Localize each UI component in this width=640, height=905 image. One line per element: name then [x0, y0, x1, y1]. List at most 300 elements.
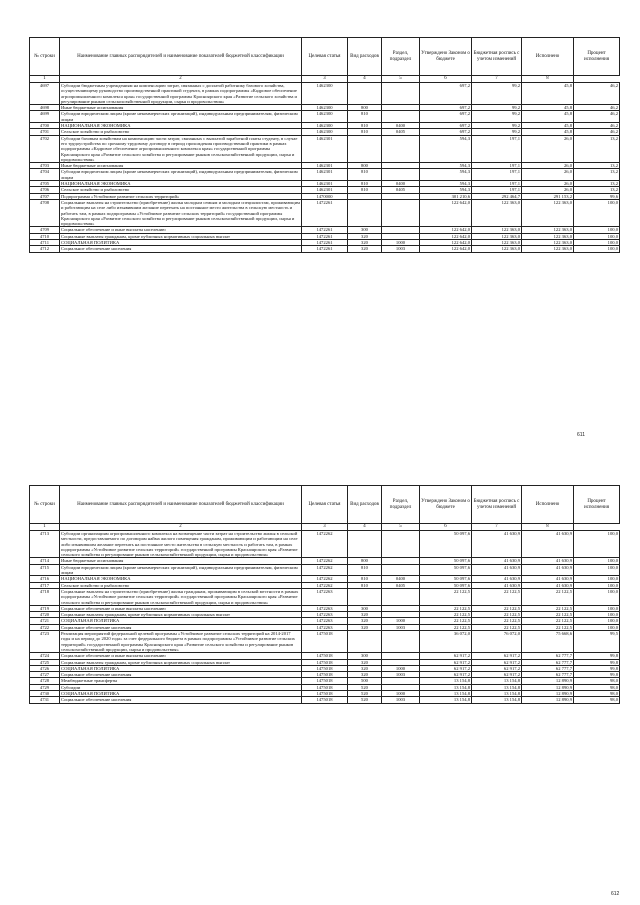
percent-value: 100,0: [574, 588, 620, 605]
col-pct-header: Процент исполнения: [574, 486, 620, 524]
budget-value: 99,2: [472, 111, 522, 123]
table-row: [30, 564, 620, 576]
section-code: [382, 588, 420, 605]
percent-value: 13,2: [574, 135, 620, 162]
percent-value: 98,0: [574, 684, 620, 690]
budget-value: 41 630,9: [472, 582, 522, 588]
col-number-label: 7: [472, 76, 522, 83]
table-row: [30, 697, 620, 703]
approved-value: 50 097,6: [420, 576, 472, 582]
row-name: НАЦИОНАЛЬНАЯ ЭКОНОМИКА: [60, 123, 302, 129]
section-code: 1003: [382, 672, 420, 678]
percent-value: 46,2: [574, 105, 620, 111]
done-value: 45,8: [522, 123, 574, 129]
row-name: Подпрограмма «Устойчивое развитие сельских территорий»: [60, 193, 302, 199]
budget-value: 122 363,0: [472, 246, 522, 252]
expense-type: 800: [348, 163, 382, 169]
target-code: 1462300: [302, 129, 348, 135]
expense-type: 320: [348, 618, 382, 624]
row-name: Сельское хозяйство и рыболовство: [60, 582, 302, 588]
row-name: Социальные выплаты на строительство (приобретение) жилья молодым семьям и молодым специалистам, проживающим и работающим на селе либо изъявившим желание переехать на постоянное место жительства в сельскую местность и работать там, в рамках подпрограммы «Устойчивое развитие сельских территорий» государственной программы Красноярского края «Развитие сельского хозяйства и регулирование рынков сельскохозяйственной продукции, сырья и продовольствия»: [61, 199, 300, 227]
budget-value: 122 363,0: [472, 233, 522, 239]
expense-type: 320: [348, 246, 382, 252]
target-code: 1462300: [302, 83, 348, 105]
target-code: 1472263: [302, 605, 348, 611]
budget-value: 99,2: [472, 123, 522, 129]
col-number-label: 7: [472, 524, 522, 531]
expense-type: 320: [348, 612, 382, 618]
row-number: 4698: [30, 105, 60, 111]
row-number: 4729: [30, 684, 60, 690]
expense-type: [348, 631, 382, 653]
approved-value: 50 097,6: [420, 564, 472, 576]
done-value: 41 630,9: [522, 576, 574, 582]
row-name: Социальное обеспечение и иные выплаты населению: [60, 605, 302, 611]
target-code: 1472263: [302, 588, 348, 605]
approved-value: 50 097,6: [420, 531, 472, 558]
approved-value: 50 097,6: [420, 558, 472, 564]
target-code: 1475018: [302, 665, 348, 671]
col-pct-header: Процент исполнения: [574, 38, 620, 76]
done-value: 22 122,5: [522, 612, 574, 618]
done-value: 26,0: [522, 163, 574, 169]
approved-value: 594,3: [420, 163, 472, 169]
budget-value: 197,1: [472, 187, 522, 193]
page-611: [29, 37, 619, 438]
approved-value: 13 154,8: [420, 684, 472, 690]
target-code: 1475018: [302, 697, 348, 703]
expense-type: 810: [348, 129, 382, 135]
budget-value: 122 363,0: [472, 240, 522, 246]
budget-value: 62 917,2: [472, 665, 522, 671]
section-code: 1000: [382, 618, 420, 624]
budget-value: 197,1: [472, 181, 522, 187]
budget-value: 22 122,5: [472, 624, 522, 630]
done-value: 45,8: [522, 105, 574, 111]
done-value: 62 777,7: [522, 672, 574, 678]
table-row: [30, 135, 620, 162]
done-value: 26,0: [522, 169, 574, 181]
row-number: 4709: [30, 227, 60, 233]
row-name: Социальное обеспечение населения: [60, 246, 302, 252]
expense-type: [348, 588, 382, 605]
done-value: 22 122,5: [522, 588, 574, 605]
approved-value: 122 642,0: [420, 240, 472, 246]
col-number-label: 1: [30, 524, 60, 531]
col-type-header: Вид расходов: [348, 38, 382, 76]
budget-value: 41 630,9: [472, 564, 522, 576]
expense-type: 320: [348, 665, 382, 671]
done-value: 41 630,9: [522, 531, 574, 558]
col-number-label: 4: [348, 76, 382, 83]
budget-value: 13 154,8: [472, 684, 522, 690]
expense-type: 810: [348, 123, 382, 129]
col-number-label: 8: [522, 76, 574, 83]
row-number: 4720: [30, 612, 60, 618]
approved-value: 22 122,5: [420, 605, 472, 611]
col-number-label: 6: [420, 524, 472, 531]
col-number-label: 6: [420, 76, 472, 83]
done-value: 122 363,0: [522, 227, 574, 233]
target-code: 1475018: [302, 653, 348, 659]
row-number: 4724: [30, 653, 60, 659]
approved-value: 122 642,0: [420, 199, 472, 226]
expense-type: [348, 135, 382, 162]
expense-type: 810: [348, 111, 382, 123]
table-row: [30, 83, 620, 105]
expense-type: 320: [348, 624, 382, 630]
target-code: 1462301: [302, 163, 348, 169]
col-approved-header: Утверждено Законом о бюджете: [420, 486, 472, 524]
table-row: [30, 169, 620, 181]
row-number: 4714: [30, 558, 60, 564]
percent-value: 100,0: [574, 199, 620, 226]
expense-type: 300: [348, 605, 382, 611]
target-code: 1462300: [302, 105, 348, 111]
col-name-header: Наименование главных распорядителей и наименование показателей бюджетной классификации: [60, 486, 302, 524]
approved-value: 122 642,0: [420, 246, 472, 252]
row-name: НАЦИОНАЛЬНАЯ ЭКОНОМИКА: [60, 181, 302, 187]
approved-value: 22 122,5: [420, 612, 472, 618]
approved-value: 22 122,5: [420, 624, 472, 630]
approved-value: 594,3: [420, 135, 472, 162]
row-name: Социальные выплаты гражданам, кроме публичных нормативных социальных выплат: [60, 233, 302, 239]
row-number: 4701: [30, 129, 60, 135]
table-header: [30, 486, 620, 524]
done-value: 122 363,0: [522, 199, 574, 226]
budget-value: 41 630,9: [472, 576, 522, 582]
row-number: 4697: [30, 83, 60, 105]
approved-value: 50 097,6: [420, 582, 472, 588]
table-row: [30, 588, 620, 605]
expense-type: 810: [348, 564, 382, 576]
row-number: 4731: [30, 697, 60, 703]
col-number-label: 1: [30, 76, 60, 83]
budget-value: 22 122,5: [472, 618, 522, 624]
row-name: Иные бюджетные ассигнования: [60, 558, 302, 564]
row-name: Сельское хозяйство и рыболовство: [60, 129, 302, 135]
target-code: 1472261: [302, 240, 348, 246]
table-row: [30, 531, 620, 558]
done-value: 122 363,0: [522, 240, 574, 246]
percent-value: 100,0: [574, 233, 620, 239]
percent-value: 100,0: [574, 582, 620, 588]
done-value: 41 630,9: [522, 582, 574, 588]
percent-value: 46,2: [574, 83, 620, 105]
done-value: 62 777,7: [522, 665, 574, 671]
row-name: Социальные выплаты на строительство (приобретение) жилья гражданам, проживающим в сельской местности в рамках подпрограммы «Устойчивое развитие сельских территорий» государственной программы Красноярского края «Развитие сельского хозяйства и регулирование рынков сельскохозяйственной продукции, сырья и продовольствия»: [60, 588, 302, 605]
section-code: 1000: [382, 240, 420, 246]
table-row: [30, 631, 620, 653]
section-code: [382, 83, 420, 105]
col-approved-header: Утверждено Законом о бюджете: [420, 38, 472, 76]
row-number: 4710: [30, 233, 60, 239]
target-code: 1475018: [302, 631, 348, 653]
target-code: 1462301: [302, 181, 348, 187]
col-target-header: Целевая статья: [302, 486, 348, 524]
done-value: 12 890,9: [522, 697, 574, 703]
row-name: Субсидии организациям агропромышленного комплекса на возмещение части затрат на строительство жилья в сельской местности, предоставляемого по договорам найма жилого помещения гражданам, проживающим и работающим на селе либо изъявившим желание переехать на постоянное место жительства в сельскую местность и работать там, в рамках подпрограммы «Устойчивое развитие сельских территорий» государственной программы Красноярского края «Развитие сельского хозяйства и регулирование рынков сельскохозяйственной продукции, сырья и продовольствия»: [60, 531, 302, 558]
col-name-header: Наименование главных распорядителей и наименование показателей бюджетной классификации: [60, 38, 302, 76]
target-code: 1470000: [302, 193, 348, 199]
target-code: 1472262: [302, 582, 348, 588]
budget-value: 13 154,8: [472, 697, 522, 703]
percent-value: 100,0: [574, 240, 620, 246]
row-name: Социальные выплаты гражданам, кроме публичных нормативных социальных выплат: [60, 659, 302, 665]
table-row: [30, 246, 620, 252]
done-value: 26,0: [522, 187, 574, 193]
col-budget-header: Бюджетная роспись с учетом изменений: [472, 486, 522, 524]
page-612: [29, 485, 620, 897]
approved-value: 22 122,5: [420, 588, 472, 605]
percent-value: 100,0: [574, 531, 620, 558]
target-code: 1472261: [302, 233, 348, 239]
section-code: [382, 111, 420, 123]
target-code: 1472262: [302, 531, 348, 558]
expense-type: 320: [348, 672, 382, 678]
row-name: Межбюджетные трансферты: [60, 678, 302, 684]
row-name: Социальное обеспечение населения: [60, 697, 302, 703]
approved-value: 62 917,2: [420, 672, 472, 678]
row-number: 4712: [30, 246, 60, 252]
percent-value: 46,2: [574, 123, 620, 129]
target-code: 1472262: [302, 564, 348, 576]
row-number: 4723: [30, 631, 60, 653]
section-code: 1003: [382, 624, 420, 630]
budget-value: 99,2: [472, 105, 522, 111]
section-code: 0400: [382, 576, 420, 582]
row-number: 4719: [30, 605, 60, 611]
table-row: [30, 199, 620, 226]
row-name: Социальные выплаты гражданам, кроме публичных нормативных социальных выплат: [60, 612, 302, 618]
expense-type: 300: [348, 227, 382, 233]
col-section-header: Раздел, подраздел: [382, 486, 420, 524]
budget-value: 13 154,8: [472, 678, 522, 684]
done-value: 122 363,0: [522, 246, 574, 252]
done-value: 26,0: [522, 181, 574, 187]
target-code: 1472263: [302, 624, 348, 630]
expense-type: 320: [348, 240, 382, 246]
percent-value: 46,2: [574, 129, 620, 135]
row-number: 4725: [30, 659, 60, 665]
section-code: 1000: [382, 665, 420, 671]
approved-value: 13 154,8: [420, 697, 472, 703]
expense-type: 520: [348, 697, 382, 703]
row-name: Социальное обеспечение и иные выплаты населению: [60, 653, 302, 659]
row-number: 4704: [30, 169, 60, 181]
budget-value: 99,2: [472, 129, 522, 135]
section-code: [382, 631, 420, 653]
done-value: 291 153,2: [522, 193, 574, 199]
row-number: 4715: [30, 564, 60, 576]
expense-type: [348, 531, 382, 558]
target-code: 1475018: [302, 672, 348, 678]
column-numbers-row: [30, 524, 620, 531]
row-name: Субсидии юридическим лицам (кроме некоммерческих организаций), индивидуальным предпринимателям, физическим лицам: [60, 564, 302, 576]
target-code: 1475018: [302, 659, 348, 665]
percent-value: 100,0: [574, 618, 620, 624]
row-number: 4721: [30, 618, 60, 624]
expense-type: 810: [348, 582, 382, 588]
row-name: Реализация мероприятий федеральной целевой программы «Устойчивое развитие сельских территорий на 2014-2017 годы и на период до 2020 года» за счет федерального бюджета в рамках подпрограммы «Устойчивое развитие сельских территорий» государственной программы Красноярского края «Развитие сельского хозяйства и регулирование рынков сельскохозяйственной продукции, сырья и продовольствия»: [60, 631, 302, 653]
budget-value: 122 363,0: [472, 199, 522, 226]
row-name: НАЦИОНАЛЬНАЯ ЭКОНОМИКА: [60, 576, 302, 582]
target-code: 1472261: [302, 199, 348, 226]
table-header: [30, 38, 620, 76]
col-number-label: 3: [302, 524, 348, 531]
target-code: 1462301: [302, 169, 348, 181]
approved-value: 697,2: [420, 83, 472, 105]
column-numbers-row: [30, 76, 620, 83]
percent-value: 100,0: [574, 612, 620, 618]
table-row: [30, 111, 620, 123]
expense-type: 810: [348, 169, 382, 181]
target-code: 1472263: [302, 618, 348, 624]
expense-type: 320: [348, 233, 382, 239]
budget-value: 22 122,5: [472, 605, 522, 611]
approved-value: 62 917,2: [420, 665, 472, 671]
col-number-label: 8: [522, 524, 574, 531]
percent-value: 100,0: [574, 227, 620, 233]
col-number-label: 4: [348, 524, 382, 531]
row-name: Иные бюджетные ассигнования: [60, 163, 302, 169]
target-code: 1475018: [302, 684, 348, 690]
col-target-header: Целевая статья: [302, 38, 348, 76]
done-value: 22 122,5: [522, 624, 574, 630]
row-name: СОЦИАЛЬНАЯ ПОЛИТИКА: [60, 691, 302, 697]
row-name: Социальное обеспечение и иные выплаты населению: [60, 227, 302, 233]
budget-value: 76 072,0: [472, 631, 522, 653]
section-code: [382, 531, 420, 558]
expense-type: 810: [348, 187, 382, 193]
target-code: 1462301: [302, 135, 348, 162]
done-value: 41 630,9: [522, 558, 574, 564]
budget-value: 62 917,2: [472, 659, 522, 665]
approved-value: 594,3: [420, 181, 472, 187]
percent-value: 46,2: [574, 111, 620, 123]
budget-value: 22 122,5: [472, 612, 522, 618]
col-number-label: 5: [382, 524, 420, 531]
row-number: 4718: [30, 588, 60, 605]
row-name: СОЦИАЛЬНАЯ ПОЛИТИКА: [60, 618, 302, 624]
percent-value: 99,6: [574, 193, 620, 199]
col-number-label: 2: [60, 76, 302, 83]
percent-value: 13,2: [574, 163, 620, 169]
target-code: 1462301: [302, 187, 348, 193]
percent-value: 99,5: [574, 631, 620, 653]
percent-value: 100,0: [574, 576, 620, 582]
section-code: [382, 135, 420, 162]
approved-value: 594,3: [420, 169, 472, 181]
section-code: [382, 169, 420, 181]
row-name: Субсидии базовым хозяйствам на компенсацию части затрат, связанных с выплатой заработной платы студенту, в случае его трудоустройства по срочному трудовому договору в период прохождения производственной практики в рамках подпрограммы «Кадровое обеспечение агропромышленного комплекса края» государственной программы Красноярского края «Развитие сельского хозяйства и регулирование рынков сельскохозяйственной продукции, сырья и продовольствия»: [60, 135, 302, 162]
percent-value: 98,0: [574, 678, 620, 684]
col-number-label: 3: [302, 76, 348, 83]
expense-type: 520: [348, 691, 382, 697]
budget-table: [29, 37, 620, 253]
section-code: 0400: [382, 181, 420, 187]
row-number: 4716: [30, 576, 60, 582]
budget-value: 22 122,5: [472, 588, 522, 605]
done-value: 22 122,5: [522, 618, 574, 624]
row-number: 4700: [30, 123, 60, 129]
page-number: 611: [577, 432, 585, 438]
expense-type: 800: [348, 558, 382, 564]
expense-type: 500: [348, 678, 382, 684]
row-name: Социальное обеспечение населения: [60, 624, 302, 630]
section-code: 0405: [382, 582, 420, 588]
done-value: 62 777,7: [522, 653, 574, 659]
budget-value: 197,1: [472, 163, 522, 169]
col-done-header: Исполнено: [522, 38, 574, 76]
done-value: 12 890,9: [522, 691, 574, 697]
row-number: 4726: [30, 665, 60, 671]
expense-type: 520: [348, 684, 382, 690]
col-number-header: № строки: [30, 38, 60, 76]
col-done-header: Исполнено: [522, 486, 574, 524]
approved-value: 13 154,8: [420, 691, 472, 697]
section-code: 0400: [382, 123, 420, 129]
row-number: 4713: [30, 531, 60, 558]
row-number: 4705: [30, 181, 60, 187]
row-name: СОЦИАЛЬНАЯ ПОЛИТИКА: [60, 240, 302, 246]
budget-value: 41 630,9: [472, 531, 522, 558]
row-number: 4703: [30, 163, 60, 169]
budget-value: 62 917,2: [472, 653, 522, 659]
percent-value: 98,0: [574, 697, 620, 703]
row-name: Социальное обеспечение населения: [60, 672, 302, 678]
col-number-label: 2: [60, 524, 302, 531]
percent-value: 13,2: [574, 169, 620, 181]
row-number: 4717: [30, 582, 60, 588]
col-section-header: Раздел, подраздел: [382, 38, 420, 76]
target-code: 1472261: [302, 227, 348, 233]
budget-value: 197,1: [472, 169, 522, 181]
target-code: 1462300: [302, 111, 348, 123]
expense-type: 300: [348, 653, 382, 659]
budget-value: 41 630,9: [472, 558, 522, 564]
expense-type: 320: [348, 659, 382, 665]
percent-value: 99,8: [574, 653, 620, 659]
row-name: Субсидии юридическим лицам (кроме некоммерческих организаций), индивидуальным предпринимателям, физическим лицам: [60, 111, 302, 123]
approved-value: 594,3: [420, 187, 472, 193]
done-value: 41 630,9: [522, 564, 574, 576]
row-number: 4711: [30, 240, 60, 246]
approved-value: 122 642,0: [420, 233, 472, 239]
approved-value: 697,2: [420, 129, 472, 135]
expense-type: 810: [348, 576, 382, 582]
section-code: [382, 564, 420, 576]
budget-value: 292 464,7: [472, 193, 522, 199]
done-value: 45,8: [522, 129, 574, 135]
section-code: 1003: [382, 246, 420, 252]
expense-type: 800: [348, 105, 382, 111]
budget-value: 13 154,8: [472, 691, 522, 697]
col-number-label: 5: [382, 76, 420, 83]
percent-value: 99,8: [574, 659, 620, 665]
budget-value: 62 917,2: [472, 672, 522, 678]
target-code: 1462300: [302, 123, 348, 129]
section-code: 0405: [382, 187, 420, 193]
section-code: 0405: [382, 129, 420, 135]
approved-value: 13 154,8: [420, 678, 472, 684]
done-value: 62 777,7: [522, 659, 574, 665]
row-name: Субсидии бюджетным учреждениям на компенсацию затрат, связанных с доплатой работнику базового хозяйства, осуществляющему руководство производственной практикой студента, в рамках подпрограммы «Кадровое обеспечение агропромышленного комплекса края» государственной программы Красноярского края «Развитие сельского хозяйства и регулирование рынков сельскохозяйственной продукции, сырья и продовольствия»: [60, 83, 302, 105]
percent-value: 99,8: [574, 672, 620, 678]
row-name: Субсидии: [60, 684, 302, 690]
approved-value: 697,2: [420, 123, 472, 129]
done-value: 45,8: [522, 83, 574, 105]
